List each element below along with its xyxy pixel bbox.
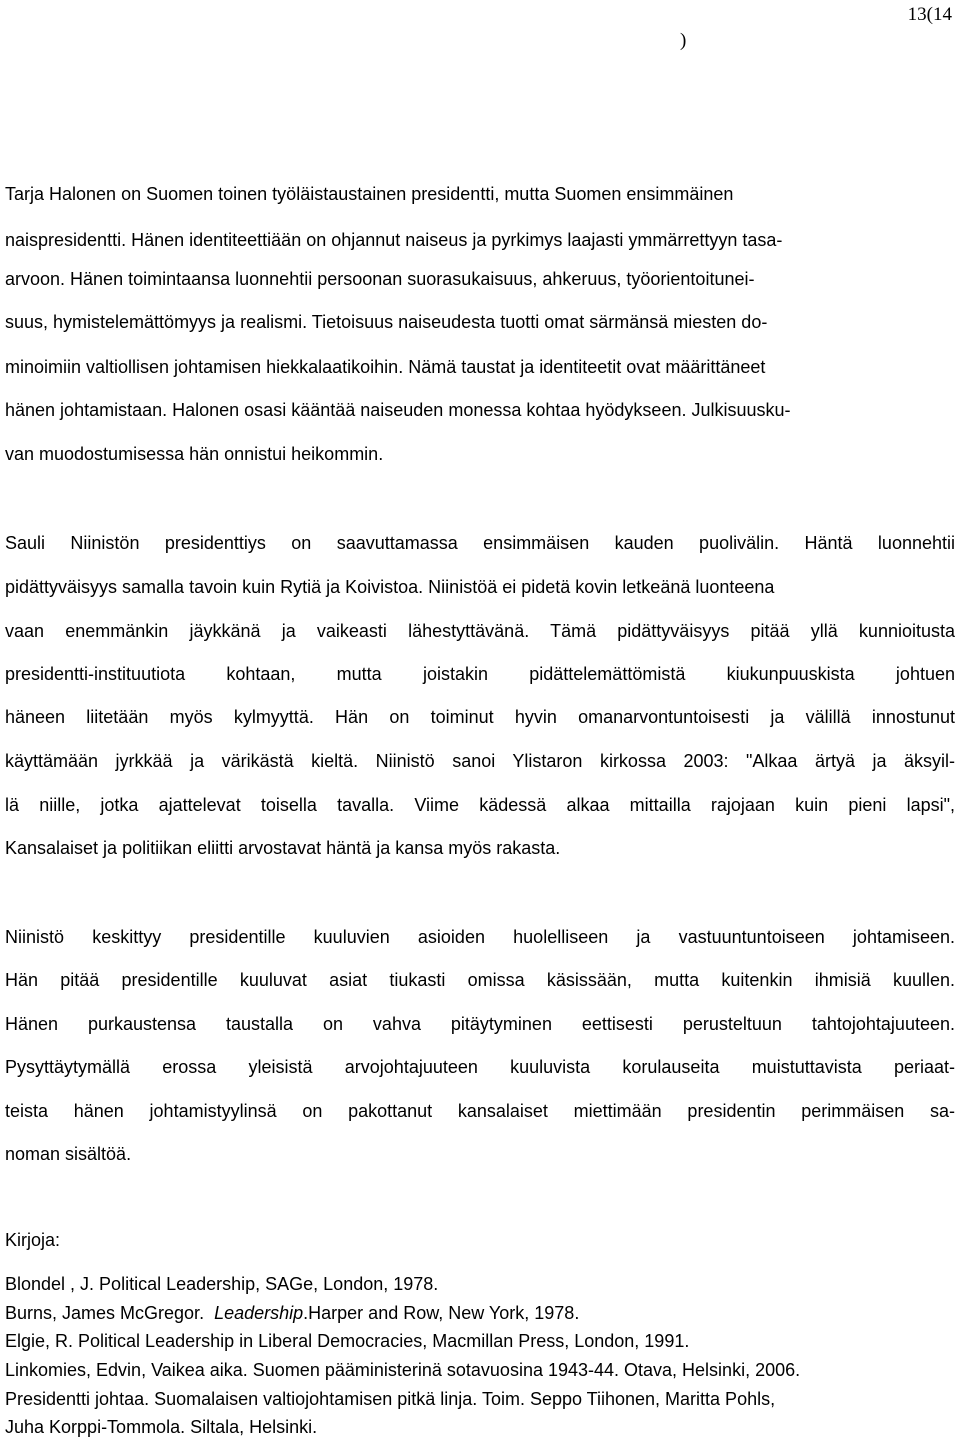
paragraph-line: pidättyväisyys samalla tavoin kuin Rytiä ja Koivistoa. Niinistöä ei pidetä kovin letkeänä luonteena	[5, 577, 775, 597]
reference-text: .Harper and Row, New York, 1978.	[303, 1303, 580, 1323]
reference-title: Leadership	[214, 1303, 304, 1323]
paragraph-line: häneen liitetään myös kylmyyttä. Hän on toiminut hyvin omanarvontuntoisesti ja välillä innostunut	[5, 707, 955, 727]
paragraph-line: teista hänen johtamistyylinsä on pakottanut kansalaiset miettimään presidentin perimmäisen sa-	[5, 1101, 955, 1121]
paragraph-line: Tarja Halonen on Suomen toinen työläistaustainen presidentti, mutta Suomen ensimmäinen	[5, 184, 734, 204]
paragraph-line: suus, hymistelemättömyys ja realismi. Tietoisuus naiseudesta tuotti omat särmänsä miesten do-	[5, 312, 768, 332]
references-heading: Kirjoja:	[5, 1230, 61, 1250]
paragraph-line: lä niille, jotka ajattelevat toisella tavalla. Viime kädessä alkaa mittailla rajojaan kuin pieni lapsi",	[5, 795, 955, 815]
reference-item: Elgie, R. Political Leadership in Liberal Democracies, Macmillan Press, London, 1991.	[5, 1331, 690, 1351]
reference-item	[5, 1302, 579, 1324]
paragraph-line: hänen johtamistaan. Halonen osasi kääntää naiseuden monessa kohtaa hyödykseen. Julkisuusku-	[5, 400, 791, 420]
reference-item: Juha Korppi-Tommola. Siltala, Helsinki.	[5, 1417, 318, 1437]
paragraph-line: Hän pitää presidentille kuuluvat asiat tiukasti omissa käsissään, mutta kuitenkin ihmisiä kuullen.	[5, 970, 955, 990]
page-number-paren: )	[680, 30, 687, 51]
paragraph-line: presidentti-instituutiota kohtaan, mutta joistakin pidättelemättömistä kiukunpuuskista johtuen	[5, 664, 955, 684]
paragraph-line: van muodostumisessa hän onnistui heikommin.	[5, 444, 384, 464]
paragraph-line: Niinistö keskittyy presidentille kuuluvien asioiden huolelliseen ja vastuuntuntoiseen johtamiseen.	[5, 927, 955, 947]
paragraph-line: naispresidentti. Hänen identiteettiään on ohjannut naiseus ja pyrkimys laajasti ymmärrettyyn tasa-	[5, 230, 783, 250]
paragraph-line: minoimiin valtiollisen johtamisen hiekkalaatikoihin. Nämä taustat ja identiteetit ovat määrittäneet	[5, 357, 766, 377]
paragraph-line: vaan enemmänkin jäykkänä ja vaikeasti lähestyttävänä. Tämä pidättyväisyys pitää yllä kunnioitusta	[5, 621, 955, 641]
paragraph-line: arvoon. Hänen toimintaansa luonnehtii persoonan suorasukaisuus, ahkeruus, työorientoitunei-	[5, 269, 755, 289]
reference-text: Burns, James McGregor.	[5, 1303, 215, 1323]
paragraph-line: käyttämään jyrkkää ja värikästä kieltä. Niinistö sanoi Ylistaron kirkossa 2003: "Alkaa ärtyä ja äksyil-	[5, 751, 955, 771]
paragraph-line: Kansalaiset ja politiikan eliitti arvostavat häntä ja kansa myös rakasta.	[5, 838, 561, 858]
paragraph-line: Pysyttäytymällä erossa yleisistä arvojohtajuuteen kuuluvista korulauseita muistuttavista periaat-	[5, 1057, 955, 1077]
reference-item: Linkomies, Edvin, Vaikea aika. Suomen pääministerinä sotavuosina 1943-44. Otava, Helsinki, 2006.	[5, 1360, 801, 1380]
paragraph-line: Sauli Niinistön presidenttiys on saavuttamassa ensimmäisen kauden puolivälin. Häntä luonnehtii	[5, 533, 955, 553]
page-number: 13(14	[907, 4, 952, 25]
reference-item: Presidentti johtaa. Suomalaisen valtiojohtamisen pitkä linja. Toim. Seppo Tiihonen, Maritta Pohls,	[5, 1389, 776, 1409]
paragraph-line: Hänen purkaustensa taustalla on vahva pitäytyminen eettisesti perusteltuun tahtojohtajuuteen.	[5, 1014, 955, 1034]
paragraph-line: noman sisältöä.	[5, 1144, 132, 1164]
reference-item: Blondel , J. Political Leadership, SAGe, London, 1978.	[5, 1274, 439, 1294]
